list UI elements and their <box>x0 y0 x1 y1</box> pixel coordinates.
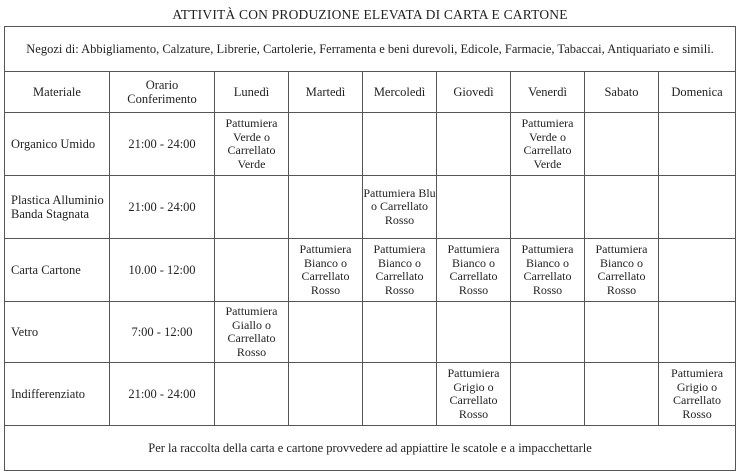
day-cell <box>659 176 736 239</box>
day-cell <box>289 302 363 363</box>
day-cell <box>585 239 659 302</box>
day-cell <box>289 176 363 239</box>
day-cell <box>437 239 511 302</box>
day-cell <box>511 363 585 426</box>
bin-instruction: Pattumiera Verde o Carrellato Verde <box>521 116 574 171</box>
material-cell: Carta Cartone <box>5 239 110 302</box>
day-cell <box>585 176 659 239</box>
time-cell: 21:00 - 24:00 <box>110 363 215 426</box>
bin-instruction: Pattumiera Giallo o Carrellato Rosso <box>225 304 278 359</box>
day-cell <box>363 113 437 176</box>
shop-types-note: Negozi di: Abbigliamento, Calzature, Librerie, Cartolerie, Ferramenta e beni durevoli, Edicole, Farmacie, Tabaccai, Antiquariato e simili. <box>5 27 736 72</box>
day-cell <box>511 113 585 176</box>
material-cell: Vetro <box>5 302 110 363</box>
day-cell <box>215 363 289 426</box>
day-cell <box>215 176 289 239</box>
day-cell <box>289 239 363 302</box>
day-cell <box>289 363 363 426</box>
time-cell: 21:00 - 24:00 <box>110 176 215 239</box>
footer-row <box>5 426 736 471</box>
time-cell: 21:00 - 24:00 <box>110 113 215 176</box>
header-cell: Venerdì <box>511 72 585 113</box>
header-cell: Orario Conferimento <box>110 72 215 113</box>
header-cell: Lunedì <box>215 72 289 113</box>
material-cell: Indifferenziato <box>5 363 110 426</box>
day-cell <box>363 239 437 302</box>
header-cell: Domenica <box>659 72 736 113</box>
day-cell <box>437 113 511 176</box>
schedule-table <box>4 26 736 471</box>
day-cell <box>437 176 511 239</box>
time-cell: 7:00 - 12:00 <box>110 302 215 363</box>
bin-instruction: Pattumiera Bianco o Carrellato Rosso <box>299 242 352 297</box>
bin-instruction: Pattumiera Bianco o Carrellato Rosso <box>595 242 648 297</box>
time-cell: 10.00 - 12:00 <box>110 239 215 302</box>
bin-instruction: Pattumiera Bianco o Carrellato Rosso <box>373 242 426 297</box>
bin-instruction: Pattumiera Blu o Carrellato Rosso <box>363 185 436 227</box>
table-row <box>5 302 736 363</box>
header-row <box>5 72 736 113</box>
day-cell <box>585 302 659 363</box>
page-title: ATTIVITÀ CON PRODUZIONE ELEVATA DI CARTA E CARTONE <box>172 7 568 22</box>
table-row <box>5 239 736 302</box>
day-cell <box>215 302 289 363</box>
day-cell <box>511 239 585 302</box>
day-cell <box>215 239 289 302</box>
day-cell <box>363 176 437 239</box>
day-cell <box>511 176 585 239</box>
header-cell: Materiale <box>5 72 110 113</box>
day-cell <box>437 363 511 426</box>
table-row <box>5 176 736 239</box>
day-cell <box>363 302 437 363</box>
table-row <box>5 113 736 176</box>
bin-instruction: Pattumiera Grigio o Carrellato Rosso <box>671 366 724 421</box>
day-cell <box>289 113 363 176</box>
material-cell: Organico Umido <box>5 113 110 176</box>
footer-note: Per la raccolta della carta e cartone provvedere ad appiattire le scatole e a impacchettarle <box>5 426 736 471</box>
header-cell: Giovedì <box>437 72 511 113</box>
header-cell: Martedì <box>289 72 363 113</box>
header-cell: Sabato <box>585 72 659 113</box>
bin-instruction: Pattumiera Bianco o Carrellato Rosso <box>447 242 500 297</box>
day-cell <box>437 302 511 363</box>
bin-instruction: Pattumiera Grigio o Carrellato Rosso <box>447 366 500 421</box>
day-cell <box>659 302 736 363</box>
day-cell <box>215 113 289 176</box>
day-cell <box>363 363 437 426</box>
day-cell <box>585 113 659 176</box>
day-cell <box>659 113 736 176</box>
bin-instruction: Pattumiera Bianco o Carrellato Rosso <box>521 242 574 297</box>
table-row <box>5 363 736 426</box>
day-cell <box>659 239 736 302</box>
material-cell: Plastica Alluminio Banda Stagnata <box>5 176 110 239</box>
day-cell <box>585 363 659 426</box>
bin-instruction: Pattumiera Verde o Carrellato Verde <box>225 116 278 171</box>
day-cell <box>659 363 736 426</box>
day-cell <box>511 302 585 363</box>
header-cell: Mercoledì <box>363 72 437 113</box>
